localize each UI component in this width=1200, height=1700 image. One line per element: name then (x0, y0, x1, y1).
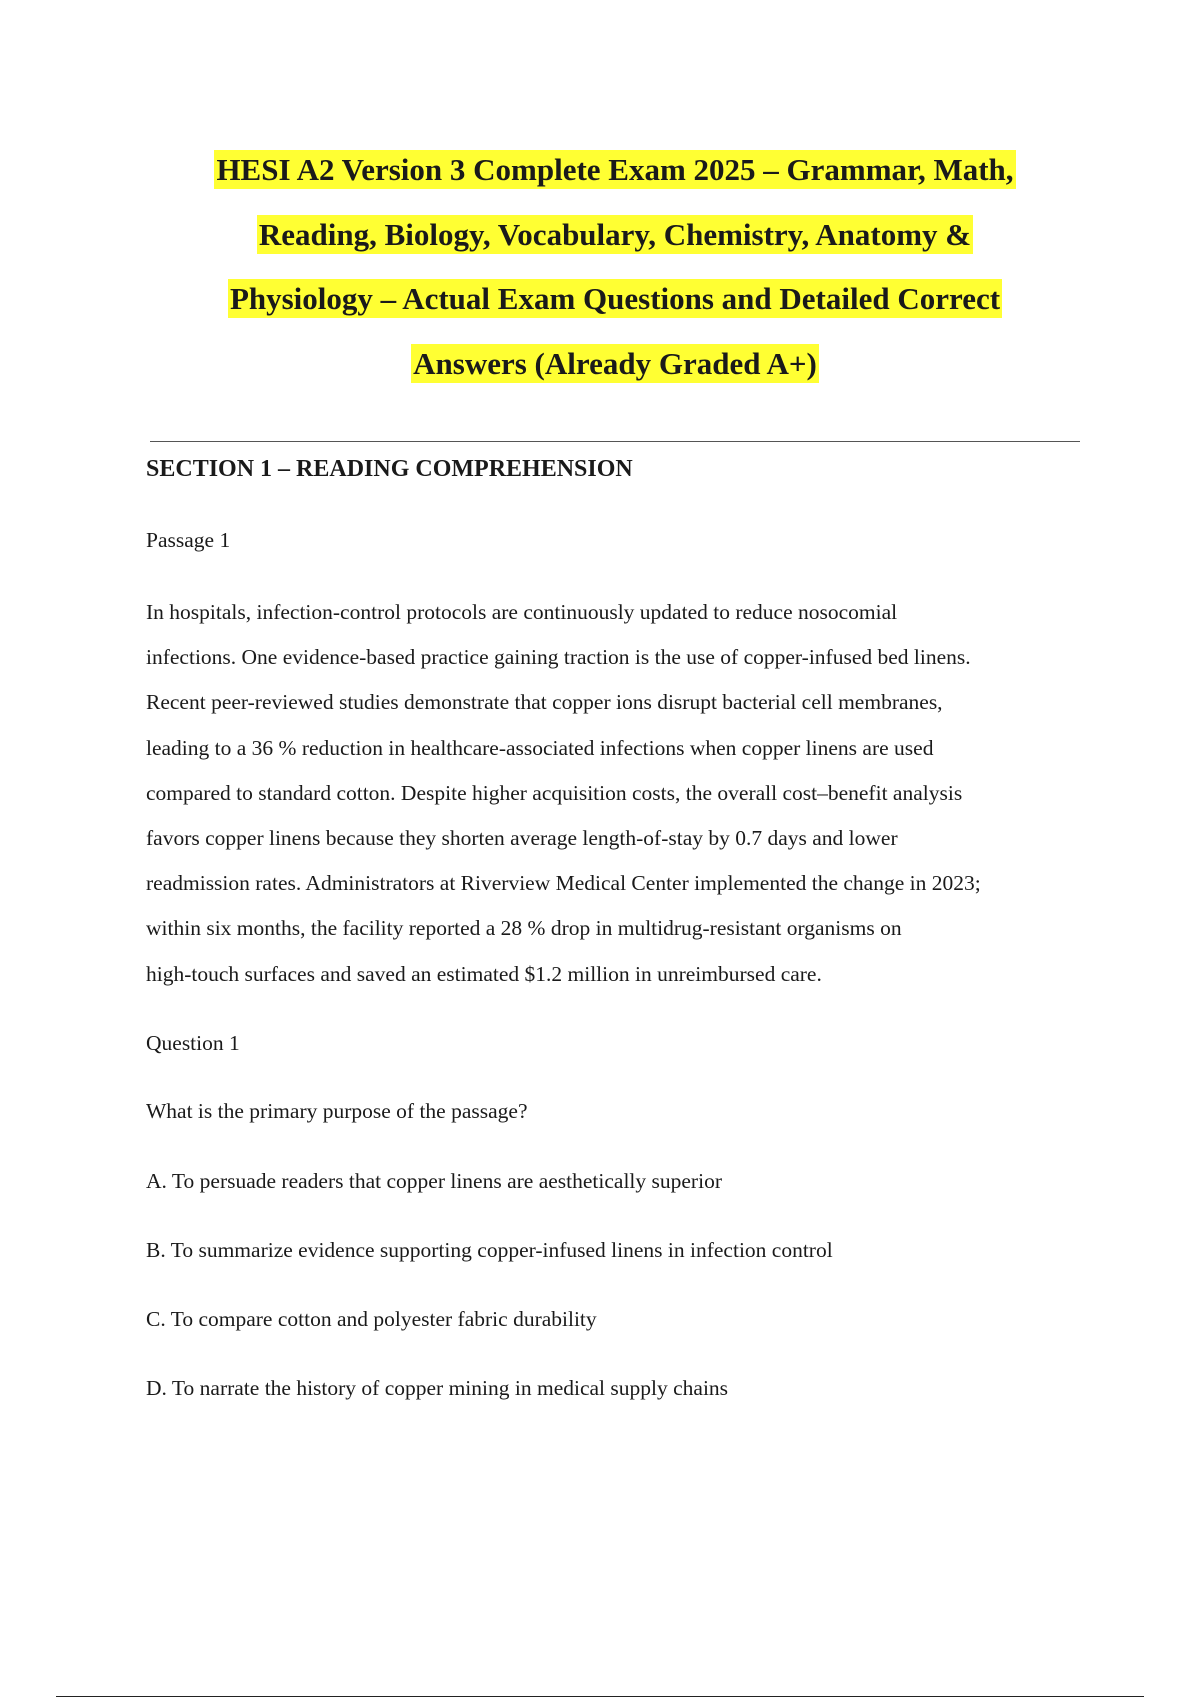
page-bottom-border (56, 1696, 1144, 1697)
section-divider (150, 441, 1080, 442)
passage-line: In hospitals, infection-control protocols are continuously updated to reduce nosocomial (146, 600, 898, 624)
passage-label: Passage 1 (146, 528, 231, 552)
passage-line: high-touch surfaces and saved an estimated $1.2 million in unreimbursed care. (146, 961, 822, 986)
passage-line: favors copper linens because they shorten average length-of-stay by 0.7 days and lower (146, 826, 898, 851)
answer-option-b: B. To summarize evidence supporting copper-infused linens in infection control (146, 1238, 833, 1262)
passage-line: readmission rates. Administrators at Riverview Medical Center implemented the change in 2023; (146, 871, 981, 896)
title-line: Physiology – Actual Exam Questions and Detailed Correct (229, 281, 1001, 316)
answer-option-d: D. To narrate the history of copper mining in medical supply chains (146, 1376, 729, 1400)
answer-option-c: C. To compare cotton and polyester fabric durability (146, 1307, 597, 1331)
passage-line: within six months, the facility reported a 28 % drop in multidrug-resistant organisms on (146, 916, 902, 941)
question-label: Question 1 (146, 1031, 240, 1055)
passage-line: leading to a 36 % reduction in healthcare-associated infections when copper linens are used (146, 735, 934, 760)
answer-option-a: A. To persuade readers that copper linens are aesthetically superior (146, 1169, 722, 1193)
title-line: Reading, Biology, Vocabulary, Chemistry, Anatomy & (258, 216, 972, 252)
section-heading: SECTION 1 – READING COMPREHENSION (146, 456, 633, 482)
question-text: What is the primary purpose of the passage? (146, 1099, 528, 1123)
passage-line: Recent peer-reviewed studies demonstrate that copper ions disrupt bacterial cell membranes, (146, 690, 943, 715)
document-title (150, 138, 1080, 396)
passage-body (146, 590, 981, 997)
title-line: Answers (Already Graded A+) (413, 345, 817, 381)
passage-line: infections. One evidence-based practice gaining traction is the use of copper-infused bed linens. (146, 645, 971, 670)
title-line: HESI A2 Version 3 Complete Exam 2025 – Grammar, Math, (216, 152, 1014, 187)
passage-line: compared to standard cotton. Despite higher acquisition costs, the overall cost–benefit analysis (146, 780, 963, 805)
